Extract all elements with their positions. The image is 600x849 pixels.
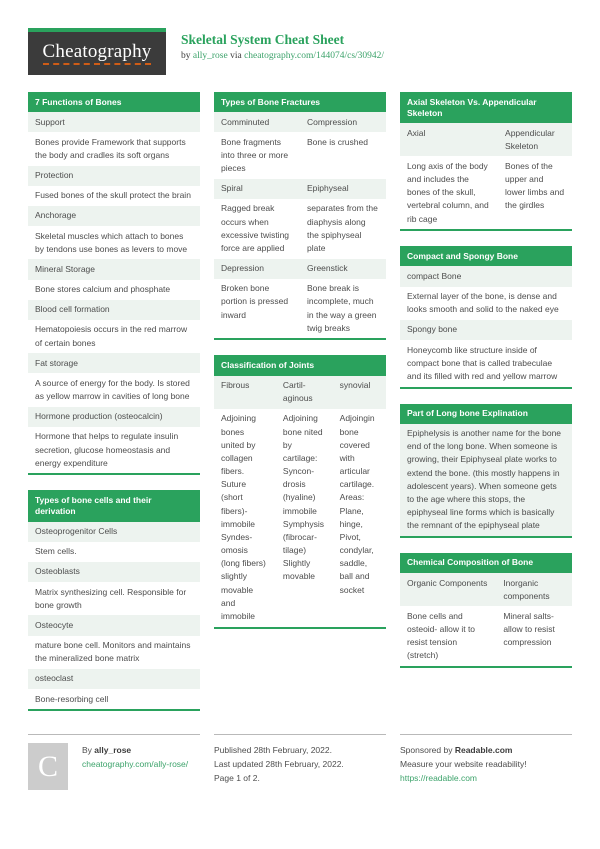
card-row bbox=[28, 186, 200, 206]
card bbox=[400, 553, 572, 668]
card-row bbox=[400, 287, 572, 320]
row-label: Blood cell formation bbox=[35, 304, 110, 315]
table-cell: synovial bbox=[339, 380, 371, 390]
card bbox=[28, 490, 200, 711]
card-row bbox=[28, 636, 200, 669]
row-description: Hematopoiesis occurs in the red marrow of certain bones bbox=[35, 324, 188, 348]
row-description: Fused bones of the skull protect the brain bbox=[35, 190, 191, 201]
row-description: Bone stores calcium and phosphate bbox=[35, 284, 171, 295]
sponsor-link[interactable]: https://readable.com bbox=[400, 773, 478, 784]
cheatography-logo[interactable] bbox=[28, 28, 166, 75]
card-row bbox=[28, 582, 200, 615]
table-cell: Broken bone portion is pressed inward bbox=[221, 283, 289, 320]
table-cell: Long axis of the body and includes the bones of the skull, vertebral column, and rib cage bbox=[407, 160, 489, 224]
footer-sponsor-section bbox=[400, 734, 572, 790]
row-label: Protection bbox=[35, 170, 74, 181]
table-cell: Compression bbox=[307, 116, 358, 127]
card-row bbox=[214, 179, 386, 199]
cheatography-logo-text: Cheatography bbox=[43, 42, 152, 66]
footer-author-section bbox=[28, 734, 200, 790]
table-cell: separates from the diaphysis along the spiphyseal plate bbox=[307, 203, 378, 253]
card-row bbox=[28, 407, 200, 427]
column-1 bbox=[28, 92, 200, 726]
card-row bbox=[28, 132, 200, 165]
card-row bbox=[28, 206, 200, 226]
table-cell: Mineral salts- allow to resist compression bbox=[503, 610, 555, 648]
cheatography-c-logo[interactable] bbox=[28, 743, 68, 790]
page-title: Skeletal System Cheat Sheet bbox=[181, 32, 345, 47]
sponsor-name: Readable.com bbox=[454, 745, 513, 756]
card bbox=[400, 92, 572, 231]
table-cell: Spiral bbox=[221, 183, 243, 194]
table-cell: Bone is crushed bbox=[307, 136, 368, 147]
row-label: osteoclast bbox=[35, 673, 74, 684]
page-header bbox=[28, 28, 572, 75]
row-label: Osteocyte bbox=[35, 619, 74, 630]
card-row bbox=[28, 373, 200, 406]
table-cell: Fibrous bbox=[221, 380, 250, 390]
table-cell: Adjoingin bone covered with articular cartilage. Areas: Plane, hinge, Pivot, condylar, saddle, ball and socket bbox=[339, 413, 375, 595]
card-row bbox=[400, 156, 572, 229]
row-description: Matrix synthesizing cell. Responsible for bone growth bbox=[35, 586, 187, 610]
table-cell: Greenstick bbox=[307, 263, 348, 274]
card-row bbox=[400, 340, 572, 387]
row-description: Honeycomb like structure inside of compact bone that is called trabeculae and its filled with red and yellow marrow bbox=[407, 344, 558, 381]
sponsor-tagline: Measure your website readability! bbox=[400, 759, 527, 770]
card-title: Part of Long bone Explination bbox=[400, 404, 572, 424]
page-number: Page 1 of 2. bbox=[214, 773, 260, 784]
card-title: Types of Bone Fractures bbox=[214, 92, 386, 112]
row-label: compact Bone bbox=[407, 270, 462, 281]
footer-author-text bbox=[82, 743, 188, 790]
table-cell: Epiphyseal bbox=[307, 183, 349, 194]
card-row bbox=[28, 427, 200, 474]
row-label: Spongy bone bbox=[407, 324, 458, 335]
card-row bbox=[400, 320, 572, 340]
byline-via: via bbox=[230, 51, 242, 61]
table-cell: Inorganic components bbox=[503, 577, 550, 601]
card-row bbox=[400, 424, 572, 536]
card bbox=[214, 92, 386, 340]
card-row bbox=[28, 353, 200, 373]
row-description: Bones provide Framework that supports the body and cradles its soft organs bbox=[35, 136, 186, 160]
sponsor-prefix: Sponsored by bbox=[400, 745, 453, 756]
row-description: Stem cells. bbox=[35, 546, 77, 557]
row-description: mature bone cell. Monitors and maintains the mineralized bone matrix bbox=[35, 640, 191, 664]
card-row bbox=[28, 166, 200, 186]
row-label: Support bbox=[35, 116, 65, 127]
footer-by-prefix: By bbox=[82, 745, 92, 756]
card-row bbox=[28, 280, 200, 300]
published-line: Published 28th February, 2022. bbox=[214, 745, 332, 756]
table-cell: Ragged break occurs when excessive twisting force are applied bbox=[221, 203, 290, 253]
row-label: Hormone production (osteocalcin) bbox=[35, 411, 163, 422]
card-row bbox=[214, 279, 386, 339]
card-row bbox=[28, 300, 200, 320]
card-row bbox=[28, 562, 200, 582]
updated-line: Last updated 28th February, 2022. bbox=[214, 759, 344, 770]
row-description: Skeletal muscles which attach to bones by tendons use bones as levers to move bbox=[35, 230, 188, 254]
card-row bbox=[28, 522, 200, 542]
card-row bbox=[400, 123, 572, 156]
table-cell: Adjoining bones united by collagen fibers. Suture (short fibers)- immobile Syndes-omosis (long fibers) slightly movable and immobile bbox=[221, 413, 266, 621]
table-cell: Bones of the upper and lower limbs and the girdles bbox=[505, 160, 565, 211]
table-cell: Cartil-aginous bbox=[282, 380, 313, 404]
row-label: Anchorage bbox=[35, 210, 77, 221]
table-cell: Bone cells and osteoid- allow it to resist tension (stretch) bbox=[407, 610, 476, 661]
row-label: Osteoblasts bbox=[35, 566, 80, 577]
card-row bbox=[28, 669, 200, 689]
card-title: Chemical Composition of Bone bbox=[400, 553, 572, 573]
row-description: A source of energy for the body. Is stored as yellow marrow in cavities of long bone bbox=[35, 377, 190, 402]
card-row bbox=[214, 199, 386, 259]
table-cell: Appendicular Skeleton bbox=[505, 127, 555, 151]
author-link[interactable]: ally_rose bbox=[192, 51, 228, 61]
card-row bbox=[214, 376, 386, 409]
byline bbox=[181, 51, 384, 61]
page-footer bbox=[28, 734, 572, 790]
table-cell: Adjoining bone nited by cartilage: Syncon-drosis (hyaline) immobile Symphysis (fibrocar-tilage) Slightly movable bbox=[282, 413, 324, 582]
card-row bbox=[28, 226, 200, 259]
row-description: Bone-resorbing cell bbox=[35, 693, 109, 704]
row-description: Hormone that helps to regulate insulin secretion, glucose homeostasis and energy expenditure bbox=[35, 431, 179, 468]
card bbox=[400, 246, 572, 388]
table-cell: Organic Components bbox=[407, 577, 488, 588]
card-row bbox=[28, 689, 200, 709]
card-row bbox=[214, 112, 386, 132]
card bbox=[214, 355, 386, 628]
card bbox=[28, 92, 200, 475]
card-row bbox=[28, 542, 200, 562]
card bbox=[400, 404, 572, 538]
card-row bbox=[28, 615, 200, 635]
column-2 bbox=[214, 92, 386, 644]
table-cell: Bone fragments into three or more pieces bbox=[221, 136, 289, 174]
footer-author-name: ally_rose bbox=[94, 745, 132, 756]
sponsor-line bbox=[400, 743, 572, 757]
card-title: Types of bone cells and their derivation bbox=[28, 490, 200, 521]
row-label: Epiphelysis is another name for the bone end of the long bone. When someone is growing, their Epiphyseal plate works to extend the bone. (this mostly happens in adolescent years). When someone gets to the age where this stops, the epiphyseal line forms which is basically the remnant of the epiphyseal plate bbox=[407, 428, 562, 531]
source-link[interactable]: cheatography.com/144074/cs/30942/ bbox=[244, 51, 385, 61]
card-title: Compact and Spongy Bone bbox=[400, 246, 572, 266]
card-row bbox=[214, 132, 386, 179]
row-description: External layer of the bone, is dense and looks smooth and solid to the naked eye bbox=[407, 291, 559, 315]
title-block bbox=[181, 28, 384, 61]
footer-meta-section bbox=[214, 734, 386, 790]
card-row bbox=[400, 606, 572, 666]
card-title: Classification of Joints bbox=[214, 355, 386, 375]
row-label: Fat storage bbox=[35, 357, 78, 368]
table-cell: Comminuted bbox=[221, 116, 270, 127]
card-row bbox=[400, 266, 572, 286]
byline-prefix: by bbox=[181, 51, 191, 61]
row-label: Mineral Storage bbox=[35, 263, 96, 274]
row-label: Osteoprogenitor Cells bbox=[35, 526, 118, 537]
card-row bbox=[214, 409, 386, 627]
card-title: 7 Functions of Bones bbox=[28, 92, 200, 112]
card-row bbox=[214, 259, 386, 279]
card-title: Axial Skeleton Vs. Appendicular Skeleton bbox=[400, 92, 572, 123]
c-logo-letter: C bbox=[37, 750, 58, 784]
card-row bbox=[28, 259, 200, 279]
card-row bbox=[28, 320, 200, 353]
column-3 bbox=[400, 92, 572, 683]
table-cell: Axial bbox=[407, 127, 426, 138]
footer-author-line bbox=[82, 743, 188, 757]
content-columns bbox=[28, 92, 572, 726]
card-row bbox=[400, 573, 572, 606]
footer-author-link[interactable]: cheatography.com/ally-rose/ bbox=[82, 759, 189, 770]
table-cell: Depression bbox=[221, 263, 264, 274]
table-cell: Bone break is incomplete, much in the way a green twig breaks bbox=[307, 283, 377, 333]
card-row bbox=[28, 112, 200, 132]
